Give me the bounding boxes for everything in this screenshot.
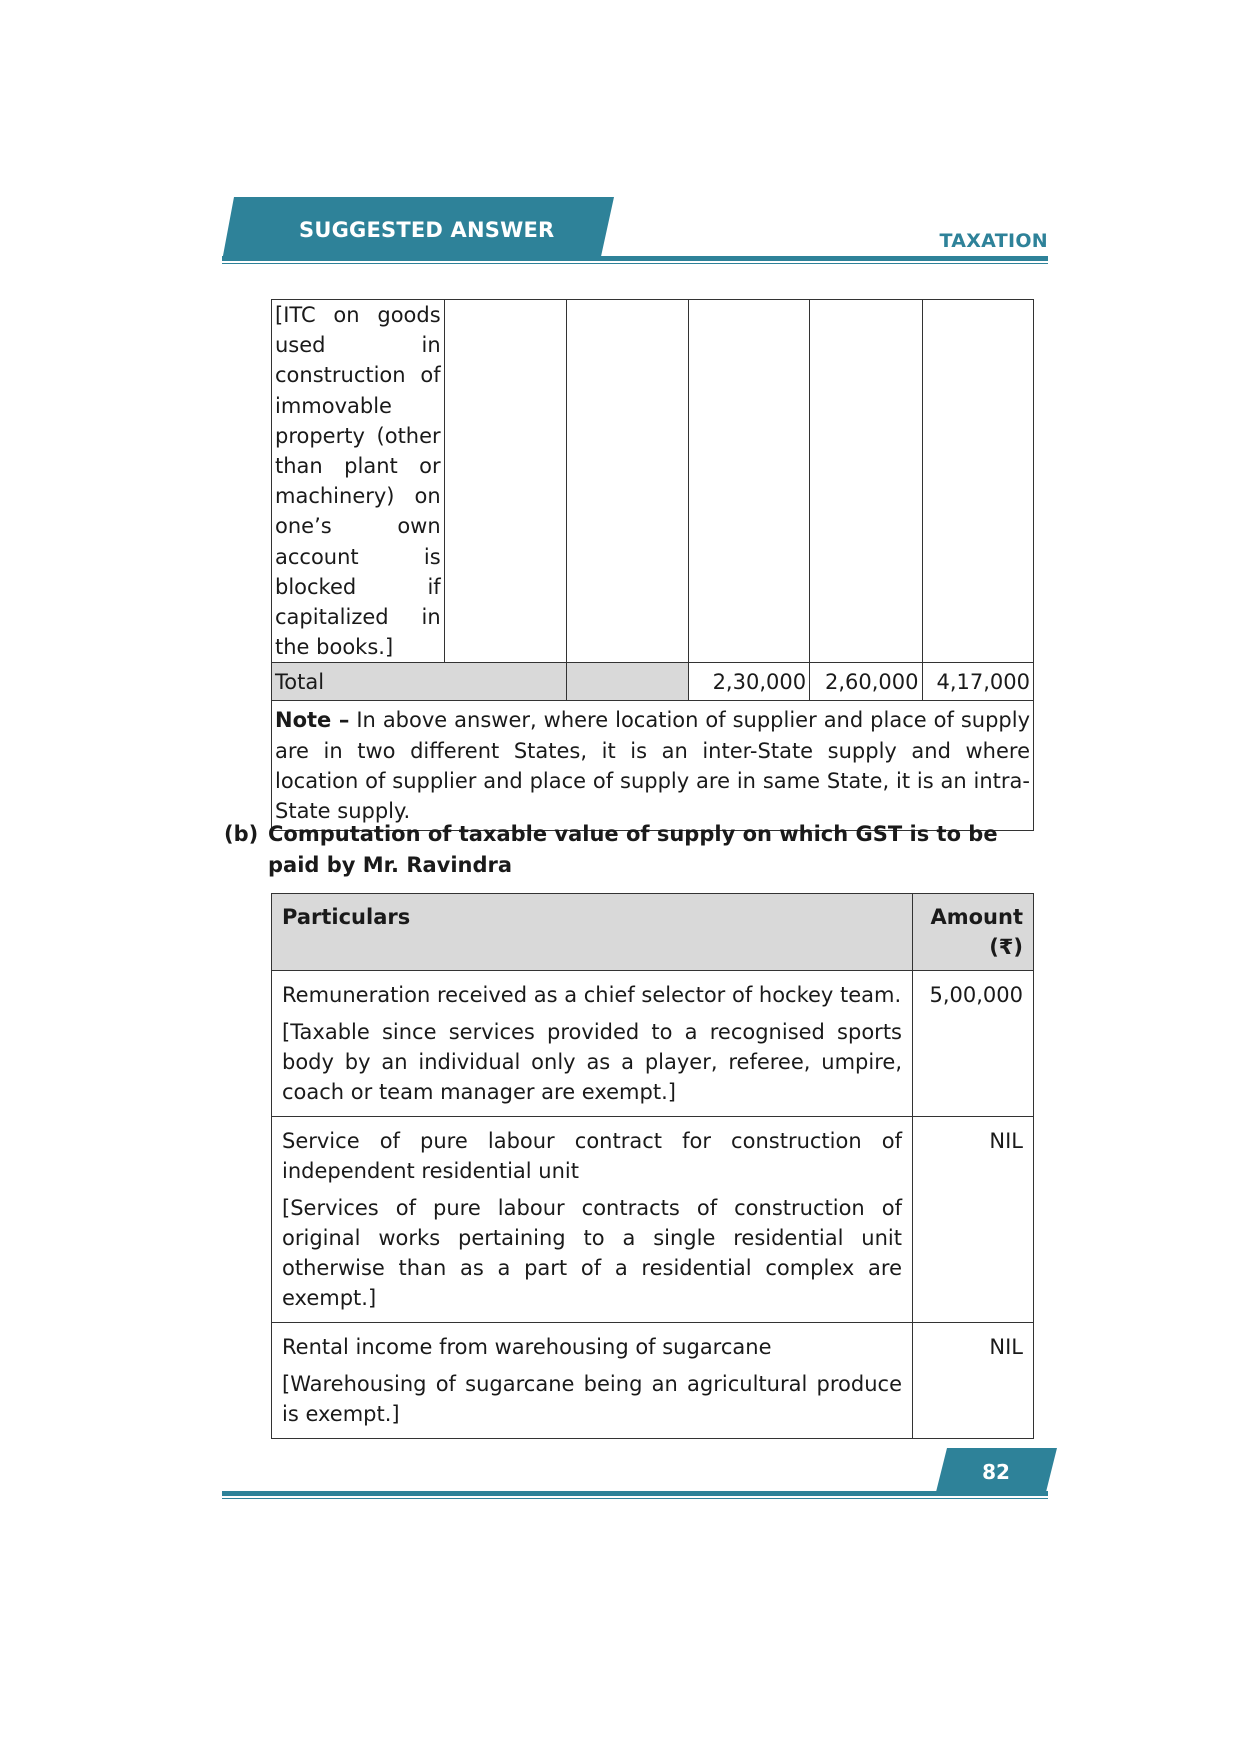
- note-heading: Note –: [275, 708, 350, 733]
- note-text: In above answer, where location of supplier and place of supply are in two different States, it is an inter-State supply and where location of supplier and place of supply are in same State, it is an intra-State supply.: [275, 708, 1030, 824]
- total-value: 4,17,000: [922, 663, 1033, 701]
- note-cell: [272, 701, 1034, 831]
- table-cell: [810, 300, 922, 663]
- section-label: SUGGESTED ANSWER: [299, 218, 555, 242]
- table-header-row: [272, 894, 1034, 971]
- row-description: Remuneration received as a chief selector of hockey team.: [282, 983, 902, 1008]
- particulars-cell: [272, 971, 913, 1117]
- total-label: Total: [272, 663, 567, 701]
- itc-table: [271, 299, 1034, 831]
- total-row: [272, 663, 1034, 701]
- amount-cell: NIL: [913, 1117, 1034, 1323]
- total-value: 2,30,000: [688, 663, 809, 701]
- itc-note-cell: [ITC on goods used in construction of immovable property (other than plant or machinery) on one’s own account is blocked if capitalized in the books.]: [272, 300, 445, 663]
- header-rule-thin: [222, 263, 1048, 264]
- section-b-title: Computation of taxable value of supply on which GST is to be paid by Mr. Ravindra: [268, 822, 998, 877]
- amount-cell: NIL: [913, 1323, 1034, 1439]
- table-cell: [922, 300, 1033, 663]
- row-explanation: [Warehousing of sugarcane being an agricultural produce is exempt.]: [282, 1371, 902, 1426]
- row-explanation: [Taxable since services provided to a recognised sports body by an individual only as a player, referee, umpire, coach or team manager are exempt.]: [282, 1019, 902, 1105]
- row-explanation: [Services of pure labour contracts of construction of original works pertaining to a single residential unit otherwise than as a part of a residential complex are exempt.]: [282, 1195, 902, 1311]
- table-row: [272, 300, 1034, 663]
- subject-title: TAXATION: [939, 230, 1048, 252]
- table-row: [272, 1117, 1034, 1323]
- section-b-label: (b): [224, 822, 259, 846]
- total-value: 2,60,000: [810, 663, 922, 701]
- row-description: Service of pure labour contract for construction of independent residential unit: [282, 1129, 902, 1184]
- taxable-value-table: [271, 893, 1034, 1439]
- header-rule: [222, 256, 1048, 261]
- table-cell: [567, 300, 688, 663]
- amount-cell: 5,00,000: [913, 971, 1034, 1117]
- footer-rule: [222, 1491, 1048, 1496]
- table-cell: [567, 663, 688, 701]
- amount-header: Amount (₹): [913, 894, 1034, 971]
- table-cell: [688, 300, 809, 663]
- page-number: 82: [982, 1460, 1010, 1484]
- table-row: [272, 1323, 1034, 1439]
- row-description: Rental income from warehousing of sugarcane: [282, 1335, 772, 1360]
- table-cell: [444, 300, 566, 663]
- note-row: [272, 701, 1034, 831]
- footer-rule-thin: [222, 1498, 1048, 1499]
- particulars-header: Particulars: [272, 894, 913, 971]
- particulars-cell: [272, 1117, 913, 1323]
- table-row: [272, 971, 1034, 1117]
- particulars-cell: [272, 1323, 913, 1439]
